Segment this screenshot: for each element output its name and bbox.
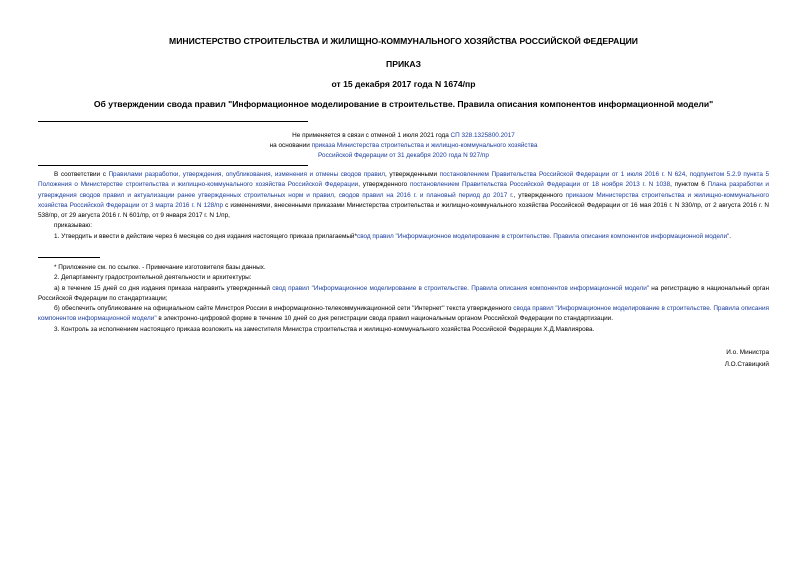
text-run: с изменениями, внесенными приказами Министерства строительства и жилищно-коммунального хозяйства Российской Федерации от 16 мая 2016 г. N 330/пр, от 2 августа 2016 г. N 538/пр, от 29 августа 2016 г. N 601/пр, от 9 января 2017 г. N 1/пр,	[38, 201, 769, 220]
resolution-1038-link[interactable]: постановлением Правительства Российской Федерации от 18 ноября 2013 г. N 1038	[409, 181, 671, 189]
footnote-divider	[38, 257, 100, 258]
signatory-name: Л.О.Ставицкий	[724, 361, 769, 368]
paragraph-item-1	[38, 232, 769, 242]
code-of-rules-link[interactable]: свод правил "Информационное моделирование в строительстве. Правила описания компонентов информационной модели"	[357, 232, 730, 240]
status-note-line-3	[0, 151, 807, 161]
signatory-position: И.о. Министра	[726, 349, 769, 356]
regulation-link[interactable]: подпунктом 5.2.9 пункта 5 Положения о Министерстве строительства и жилищно-коммунального хозяйства Российской Федерации	[38, 171, 770, 189]
paragraph-item-2b	[38, 304, 769, 325]
divider-top	[38, 121, 308, 122]
text-run: ,	[685, 171, 690, 178]
code-of-rules-link-2a[interactable]: свод правил "Информационное моделирование в строительстве. Правила описания компонентов информационной модели"	[272, 284, 650, 292]
cancel-order-link[interactable]: приказа Министерства строительства и жилищно-коммунального хозяйства	[311, 142, 538, 150]
paragraph-item-2a	[38, 284, 769, 305]
text-run: .	[729, 232, 732, 240]
text-run: б) обеспечить опубликование на официальном сайте Минстроя России в информационно-телекоммуникационной сети "Интернет" текста утвержденного	[54, 305, 514, 313]
status-note	[0, 131, 807, 162]
order-128-link[interactable]: приказом Министерства строительства и жилищно-коммунального хозяйства Российской Федерации от 3 марта 2016 г. N 128/пр	[38, 191, 770, 209]
paragraph-order-word: приказываю:	[54, 222, 92, 230]
status-note-basis-text: на основании	[269, 142, 312, 150]
ministry-heading: МИНИСТЕРСТВО СТРОИТЕЛЬСТВА И ЖИЛИЩНО-КОММУНАЛЬНОГО ХОЗЯЙСТВА РОССИЙСКОЙ ФЕДЕРАЦИИ	[169, 36, 638, 46]
resolution-624-link[interactable]: постановлением Правительства Российской Федерации от 1 июля 2016 г. N 624	[439, 171, 686, 178]
divider-middle	[38, 165, 308, 166]
paragraph-preamble	[38, 170, 769, 221]
status-note-line-1	[0, 131, 807, 141]
sp-link[interactable]: СП 328.1325800.2017	[450, 132, 515, 139]
main-block	[38, 263, 769, 335]
document-title: Об утверждении свода правил "Информационное моделирование в строительстве. Правила описания компонентов информационной модели"	[93, 99, 714, 109]
paragraph-item-3: 3. Контроль за исполнением настоящего приказа возложить на заместителя Министра строительства и жилищно-коммунального хозяйства Российской Федерации Х.Д.Мавлиярова.	[54, 325, 595, 333]
paragraph-item-2: 2. Департаменту градостроительной деятельности и архитектуры:	[54, 274, 252, 282]
date-number-heading: от 15 декабря 2017 года N 1674/пр	[331, 79, 476, 89]
text-run: В соответствии с	[54, 171, 109, 178]
text-run: , утвержденного	[358, 181, 410, 189]
text-run: 1. Утвердить и ввести в действие через 6 месяцев со дня издания настоящего приказа прилагаемый*	[54, 232, 357, 240]
status-note-line-2	[0, 141, 807, 151]
code-of-rules-link-2b[interactable]: свода правил "Информационное моделирование в строительстве. Правила описания компонентов информационной модели"	[38, 305, 769, 323]
doc-type-heading: ПРИКАЗ	[386, 59, 421, 69]
paragraph-footnote: * Приложение см. по ссылке. - Примечание изготовителя базы данных.	[54, 264, 266, 271]
text-run: , утвержденными	[385, 171, 440, 178]
plan-link[interactable]: Плана разработки и утверждения сводов правил и актуализации ранее утвержденных строительных норм и правил, сводов правил на 2016 г. и плановый период до 2017 г.	[38, 181, 769, 199]
preamble-block	[38, 170, 769, 242]
rules-link[interactable]: Правилами разработки, утверждения, опубликования, изменения и отмены сводов правил	[108, 171, 386, 178]
text-run: а) в течение 15 дней со дня издания приказа направить утвержденный	[54, 284, 273, 292]
cancel-order-link-cont[interactable]: Российской Федерации от 31 декабря 2020 года N 927/пр	[318, 152, 489, 160]
text-run: , утвержденного	[513, 191, 566, 199]
text-run: , пунктом 6	[670, 181, 708, 189]
status-note-text: Не применяется в связи с отменой 1 июля 2021 года	[292, 132, 451, 139]
text-run: на регистрацию в национальный орган Российской Федерации по стандартизации;	[38, 284, 770, 302]
text-run: в электронно-цифровой форме в течение 10 дней со дня регистрации свода правил национальным органом Российской Федерации по стандартизации.	[156, 315, 614, 323]
